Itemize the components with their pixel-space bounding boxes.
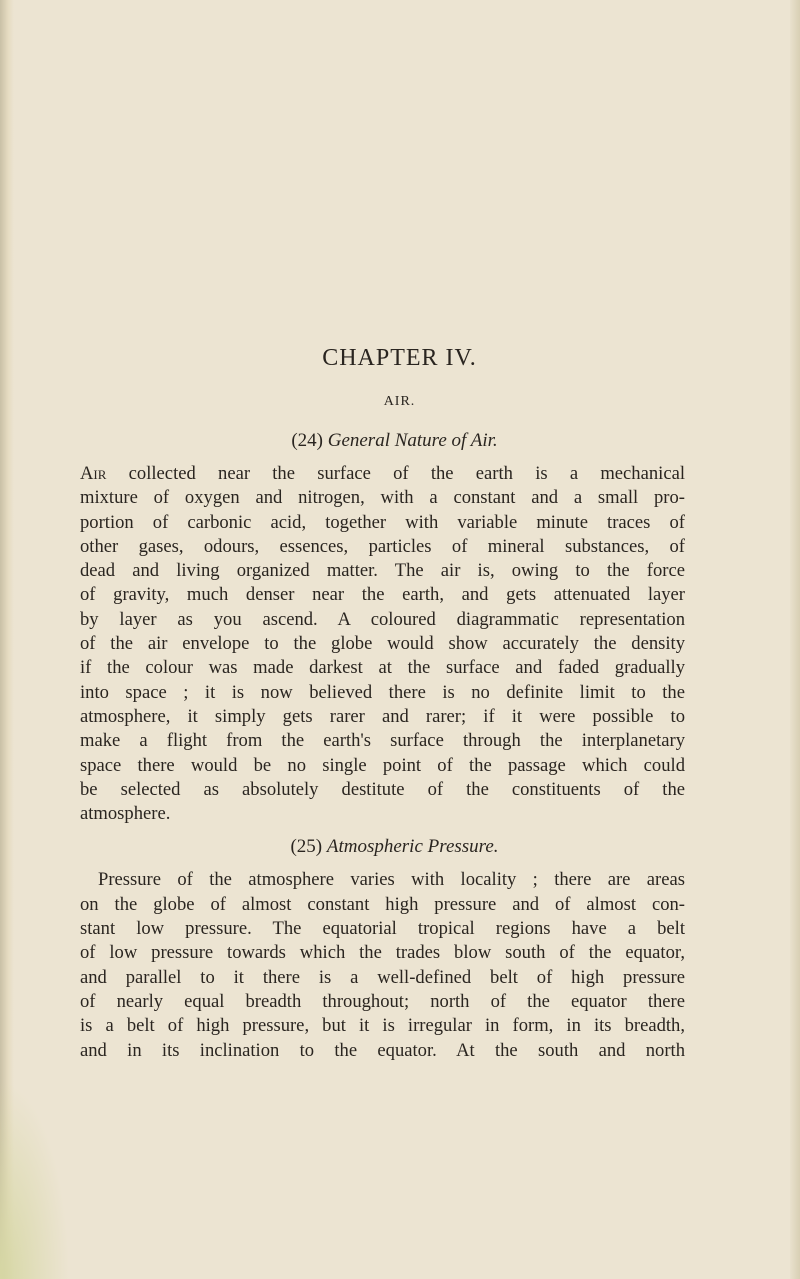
section-title: Atmospheric Pressure.: [326, 836, 499, 858]
section-number: (24): [291, 430, 323, 451]
chapter-title: CHAPTER IV.: [322, 345, 477, 371]
text-line: is a belt of high pressure, but it is irregular in form, in its breadth,: [80, 1015, 685, 1037]
text-line: Air collected near the surface of the earth is a mechanical: [80, 463, 685, 484]
paragraph: [80, 462, 685, 826]
section-heading: [80, 430, 685, 452]
text-line: and parallel to it there is a well-defined belt of high pressure: [80, 966, 685, 988]
text-line: of the air envelope to the globe would show accurately the density: [80, 633, 685, 655]
text-line: be selected as absolutely destitute of the constituents of the: [80, 778, 685, 800]
paragraph: [80, 868, 685, 1062]
page-body: [80, 345, 685, 1073]
text-line: make a flight from the earth's surface through the interplanetary: [80, 730, 685, 752]
page-edge: [790, 0, 800, 1279]
text-line: other gases, odours, essences, particles of mineral substances, of: [80, 535, 685, 557]
text-line: stant low pressure. The equatorial tropical regions have a belt: [80, 918, 685, 940]
text-line: on the globe of almost constant high pressure and of almost con-: [80, 893, 685, 915]
text-line: of gravity, much denser near the earth, and gets attenuated layer: [80, 584, 685, 606]
text-line: of nearly equal breadth throughout; north of the equator there: [80, 990, 685, 1012]
text-line: and in its inclination to the equator. At the south and north: [80, 1039, 685, 1061]
text-line: atmosphere.: [80, 803, 171, 825]
section-heading: [80, 836, 685, 858]
text-line: by layer as you ascend. A coloured diagrammatic representation: [80, 608, 685, 630]
page-stain: [0, 1079, 70, 1279]
lead-word: Air: [80, 463, 107, 484]
text-line: Pressure of the atmosphere varies with locality ; there are areas: [98, 869, 685, 891]
text-line: space there would be no single point of the passage which could: [80, 754, 685, 776]
text-line: if the colour was made darkest at the surface and faded gradually: [80, 657, 685, 679]
section-number: (25): [290, 836, 323, 858]
text-line: atmosphere, it simply gets rarer and rarer; if it were possible to: [80, 705, 685, 727]
text-line: mixture of oxygen and nitrogen, with a constant and a small pro-: [80, 487, 685, 509]
text-line: dead and living organized matter. The air is, owing to the force: [80, 560, 685, 582]
section-title: General Nature of Air.: [327, 430, 498, 451]
chapter-subtitle: AIR.: [383, 394, 416, 409]
text-line: into space ; it is now believed there is no definite limit to the: [80, 681, 685, 703]
text-line: of low pressure towards which the trades blow south of the equator,: [80, 942, 685, 964]
text-line: portion of carbonic acid, together with variable minute traces of: [80, 511, 685, 533]
